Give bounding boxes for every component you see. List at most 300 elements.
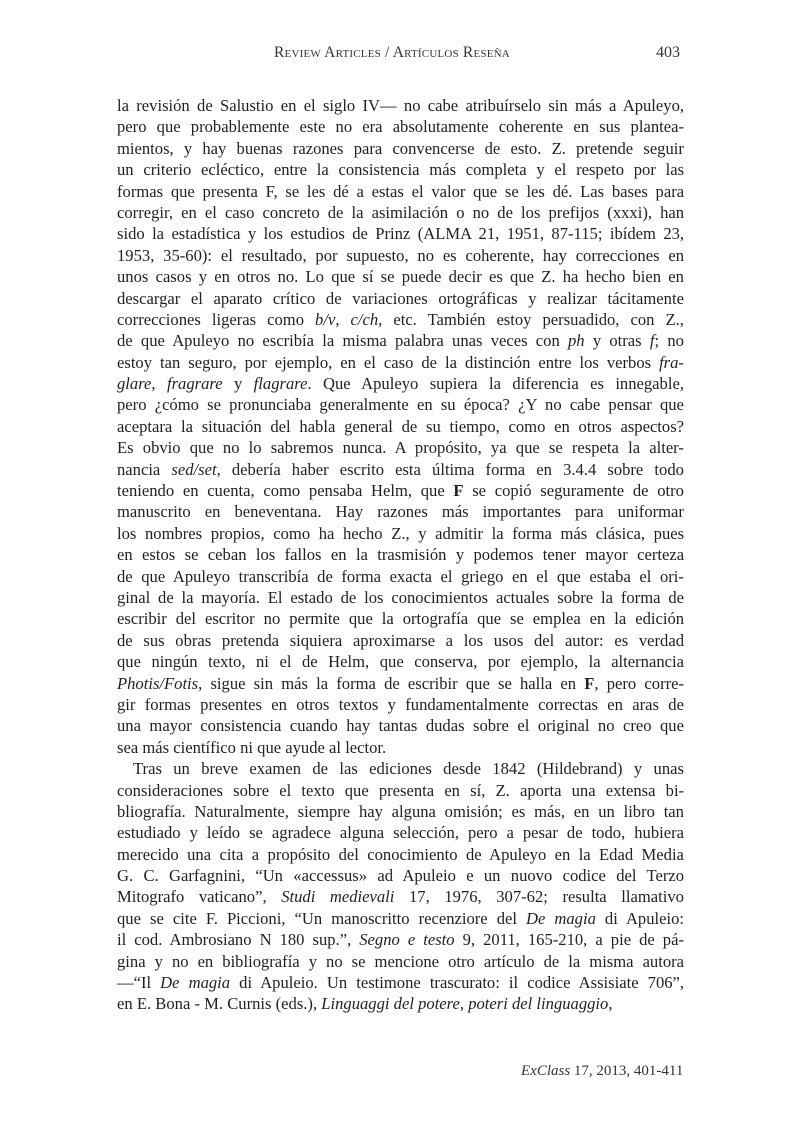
text-run: dé	[333, 181, 349, 201]
text-run: se	[351, 951, 366, 971]
text-run: (eds.),	[275, 994, 318, 1014]
text-run: forma	[620, 587, 661, 607]
text-run: nunca.	[342, 438, 387, 458]
text-run: es	[511, 801, 526, 821]
text-run: F.	[205, 908, 218, 928]
text-run: pá-	[662, 930, 684, 950]
text-run: los	[579, 352, 599, 372]
text-run: ningún	[151, 652, 198, 672]
text-run: siempre	[297, 801, 351, 821]
text-run: (Hildebrand)	[536, 759, 623, 779]
text-run: la	[489, 374, 501, 394]
text-run: un	[483, 866, 501, 886]
text-run: ,	[335, 309, 340, 329]
text-run: pues	[653, 523, 685, 543]
text-line	[117, 523, 684, 544]
text-run: su	[440, 395, 456, 415]
text-run: en	[214, 267, 230, 287]
text-run: a	[506, 823, 514, 843]
text-run: se	[504, 181, 519, 201]
text-run: y	[247, 224, 257, 244]
text-run: razones	[292, 138, 344, 158]
text-run: ortografía	[402, 609, 469, 629]
text-line	[117, 630, 684, 651]
text-run: los	[263, 224, 284, 244]
text-line	[117, 352, 684, 373]
page-number: 403	[656, 44, 680, 61]
text-line	[117, 651, 684, 672]
text-line	[117, 801, 684, 822]
text-run: les	[306, 181, 326, 201]
text-run: en	[197, 951, 214, 971]
text-run: alter-	[649, 438, 684, 458]
text-run: propios,	[210, 523, 265, 543]
italic-text: Studi	[281, 887, 316, 907]
text-run: presentes	[200, 694, 262, 714]
text-run: extensa	[605, 780, 656, 800]
text-run: buenas	[236, 138, 283, 158]
text-run: clásica,	[595, 523, 646, 543]
text-run: IV—	[362, 96, 397, 115]
text-run: agradece	[271, 823, 331, 843]
text-run: persuadido,	[542, 309, 620, 329]
text-run: cita	[219, 844, 244, 864]
text-run: Salustio	[219, 96, 274, 115]
text-run: que	[331, 267, 356, 287]
text-line	[117, 95, 684, 116]
text-run: llamativo	[621, 887, 684, 907]
text-run: y	[183, 138, 193, 158]
text-line	[117, 138, 684, 159]
text-line	[117, 330, 684, 351]
text-line	[117, 223, 684, 244]
text-run: seguir	[643, 138, 684, 158]
text-run: creo	[622, 716, 652, 736]
text-run: veces	[490, 331, 528, 351]
text-line	[117, 715, 684, 736]
text-run: Bona	[155, 994, 191, 1014]
text-run: una	[571, 780, 596, 800]
text-run: la	[444, 352, 457, 372]
text-run: 35-60):	[163, 245, 213, 265]
text-run: otro	[657, 481, 684, 501]
text-line	[117, 737, 684, 758]
text-run: de	[117, 331, 133, 351]
text-run: caso	[224, 202, 255, 222]
text-run: A	[394, 438, 406, 458]
text-run: hecho	[342, 523, 383, 543]
text-run: pie	[610, 930, 632, 950]
text-run: y	[189, 823, 198, 843]
journal-volume-pages: 17, 2013, 401-411	[570, 1063, 684, 1079]
text-run: al	[329, 737, 342, 757]
text-run: corregir,	[117, 202, 173, 222]
text-run: forma	[512, 523, 552, 543]
text-run: de	[639, 930, 655, 950]
text-run: ya	[490, 438, 507, 458]
text-run: no	[597, 716, 615, 736]
text-run: sin	[548, 96, 568, 115]
text-run: todo	[654, 459, 684, 479]
text-run: estudiado	[117, 823, 181, 843]
text-run: que	[344, 780, 369, 800]
text-run: Apuleyo	[172, 331, 230, 351]
text-run: 21,	[478, 224, 500, 244]
text-run: la	[588, 652, 601, 672]
text-run: que	[379, 652, 404, 672]
text-run: omisión;	[444, 801, 503, 821]
text-run: una	[117, 716, 141, 736]
text-run: el	[279, 780, 292, 800]
text-run: Apuleyo	[172, 566, 231, 586]
text-run: más	[142, 737, 170, 757]
text-run: 23,	[663, 224, 685, 244]
text-run: por	[487, 652, 510, 672]
text-run: esto.	[510, 138, 542, 158]
text-run: codice	[527, 973, 571, 993]
text-run: uniformar	[617, 502, 684, 522]
text-run: han	[660, 202, 685, 222]
text-run: cuando	[289, 716, 338, 736]
text-run: los	[521, 202, 541, 222]
text-run: C.	[143, 866, 159, 886]
text-run: estado	[290, 587, 333, 607]
text-run: autora	[642, 951, 685, 971]
text-run: aspectos?	[620, 416, 685, 436]
text-run: mencione	[374, 951, 440, 971]
text-run: más	[441, 502, 469, 522]
text-run: la	[628, 438, 641, 458]
text-run: usos	[493, 630, 524, 650]
text-run: F,	[265, 181, 278, 201]
text-run: ,	[198, 673, 203, 693]
italic-text: magia	[554, 908, 596, 928]
text-line	[117, 929, 684, 950]
text-run: se	[498, 673, 512, 693]
text-run: aporta	[519, 780, 562, 800]
text-run: en	[271, 694, 287, 714]
text-run: -	[194, 994, 200, 1014]
text-run: N	[259, 930, 272, 950]
text-run: il	[508, 973, 519, 993]
text-run: (ALMA	[417, 224, 472, 244]
italic-text: ph	[567, 331, 585, 351]
text-run: se	[207, 395, 221, 415]
text-run: dé.	[552, 181, 573, 201]
text-run: que	[156, 117, 181, 137]
text-run: por	[244, 352, 267, 372]
text-run: Piccioni,	[226, 908, 286, 928]
text-run: manuscrito	[117, 502, 191, 522]
italic-text: sed/set	[171, 459, 217, 479]
text-line	[117, 394, 684, 415]
text-run: la	[491, 523, 504, 543]
text-run: mayor	[149, 716, 192, 736]
text-run: beneventana.	[234, 502, 322, 522]
text-run: ,	[216, 459, 221, 479]
text-run: para	[575, 502, 604, 522]
text-run: certeza	[637, 545, 685, 565]
text-run: y	[233, 374, 243, 394]
text-run: su	[426, 416, 441, 436]
text-run: lo	[248, 438, 262, 458]
text-run: halla	[520, 673, 553, 693]
text-run: trasmisión	[377, 545, 447, 565]
text-run: generalmente	[319, 395, 409, 415]
text-run: y	[455, 545, 465, 565]
text-run: hay	[202, 138, 227, 158]
text-run: en	[554, 416, 570, 436]
text-run: hecho	[585, 267, 626, 287]
text-run: transcribía	[238, 566, 309, 586]
text-run: 1976,	[444, 887, 482, 907]
text-run: propósito	[267, 844, 331, 864]
text-run: el	[411, 181, 424, 201]
text-run: otros	[578, 416, 612, 436]
text-run: y	[387, 694, 396, 714]
text-run: pero	[606, 673, 637, 693]
text-run: del	[533, 630, 555, 650]
text-run: forma	[485, 459, 526, 479]
text-run: sobre	[233, 780, 270, 800]
text-line	[117, 951, 684, 972]
text-run: época?	[463, 395, 510, 415]
text-run: admitir	[435, 523, 484, 543]
text-run: supuesto,	[346, 245, 409, 265]
text-run: como	[273, 523, 311, 543]
text-run: la	[614, 609, 627, 629]
text-run: innegable,	[615, 374, 684, 394]
text-run: se	[472, 481, 487, 501]
text-line	[117, 780, 684, 801]
text-run: en	[668, 245, 685, 265]
text-run: en	[416, 395, 433, 415]
text-run: sea	[117, 737, 139, 757]
text-run: que	[189, 438, 214, 458]
text-run: de	[325, 288, 342, 308]
text-run: ejemplo,	[274, 352, 333, 372]
text-line	[117, 844, 684, 865]
text-run: el	[639, 566, 652, 586]
text-run: breve	[201, 759, 239, 779]
text-run: tantas	[378, 716, 418, 736]
text-run: el	[303, 96, 316, 115]
text-line	[117, 416, 684, 437]
text-run: de	[421, 352, 438, 372]
text-run: la	[355, 545, 368, 565]
text-run: en	[340, 352, 356, 372]
text-run: no	[472, 202, 490, 222]
text-run: de	[668, 694, 684, 714]
text-run: el	[190, 288, 203, 308]
text-run: y	[154, 951, 163, 971]
text-run: del	[338, 844, 359, 864]
text-run: ,	[378, 309, 383, 329]
text-run: alguna	[339, 823, 385, 843]
running-head	[0, 44, 800, 68]
text-run: textos	[338, 694, 379, 714]
text-run: y	[592, 331, 602, 351]
text-run: pesar	[522, 823, 558, 843]
text-run: selección,	[393, 823, 459, 843]
text-run: no	[222, 438, 240, 458]
italic-text: Photis/Fotis	[117, 673, 199, 693]
text-run: cod.	[134, 930, 163, 950]
text-run: de	[497, 202, 513, 222]
text-run: no	[667, 331, 684, 351]
text-run: hay	[542, 245, 567, 265]
text-run: con	[535, 331, 560, 351]
text-run: estos	[142, 545, 176, 565]
text-run: Tras	[133, 759, 162, 779]
text-run: sabremos	[270, 438, 334, 458]
text-run: era	[362, 117, 383, 137]
text-run: pensar	[608, 395, 652, 415]
text-run: haber	[291, 459, 329, 479]
text-run: los	[463, 630, 484, 650]
text-run: todo,	[591, 823, 626, 843]
text-run: escritor	[204, 609, 255, 629]
text-run: seguramente	[540, 481, 625, 501]
text-run: bliografía.	[117, 801, 186, 821]
text-run: se	[548, 438, 563, 458]
text-run: ejemplo,	[520, 652, 579, 672]
text-line	[117, 673, 684, 694]
text-run: de	[566, 823, 583, 843]
text-run: Garfagnini,	[168, 866, 246, 886]
text-run: en	[560, 673, 577, 693]
text-run: la	[181, 587, 194, 607]
text-run: aras	[632, 694, 659, 714]
text-run: que	[140, 331, 165, 351]
text-run: se	[249, 823, 263, 843]
text-run: presenta	[202, 181, 258, 201]
text-run: otros	[296, 694, 330, 714]
text-line	[117, 908, 684, 929]
text-run: obras	[175, 630, 212, 650]
italic-text: f	[649, 331, 655, 351]
text-run: sobre	[607, 459, 644, 479]
text-run: no	[417, 245, 434, 265]
text-run: conocimientos	[391, 587, 489, 607]
text-run: cuenta,	[207, 481, 255, 501]
text-run: respeto	[576, 160, 624, 180]
text-run: merecido	[117, 844, 179, 864]
text-run: para	[655, 181, 685, 201]
text-run: el	[440, 566, 453, 586]
text-run: sus	[599, 117, 621, 137]
text-run: diferencia	[512, 374, 579, 394]
text-run: situación	[201, 416, 262, 436]
text-run: es	[614, 630, 629, 650]
text-run: otros	[237, 267, 271, 287]
text-run: desde	[443, 759, 481, 779]
text-run: 180	[279, 930, 305, 950]
text-run: una	[187, 844, 212, 864]
text-run: la	[351, 202, 364, 222]
text-run: testimone	[356, 973, 421, 993]
text-run: los	[117, 523, 137, 543]
italic-text: b/v	[315, 309, 336, 329]
text-run: que	[257, 737, 282, 757]
text-line	[117, 886, 684, 907]
italic-text: del	[511, 994, 533, 1014]
text-run: leído	[206, 823, 241, 843]
journal-name: ExClass	[521, 1063, 571, 1079]
text-run: es	[590, 374, 604, 394]
text-run: como	[267, 309, 305, 329]
text-run: valor	[431, 181, 466, 201]
text-run: vaticano”,	[198, 887, 267, 907]
text-run: ad	[377, 866, 394, 886]
text-run: más,	[534, 801, 566, 821]
text-run: otras	[609, 331, 642, 351]
text-run: que	[465, 673, 490, 693]
text-line	[117, 544, 684, 565]
text-run: sobre	[557, 587, 594, 607]
text-run: más	[281, 673, 308, 693]
text-run: casos	[155, 267, 192, 287]
text-run: estoy	[117, 352, 153, 372]
text-run: se	[150, 908, 164, 928]
text-line	[117, 972, 684, 993]
text-run: El	[267, 587, 283, 607]
text-run: pretenda	[221, 630, 280, 650]
text-run: escribir	[117, 609, 167, 629]
text-run: formas	[144, 694, 191, 714]
text-run: este	[299, 117, 326, 137]
text-run: aproximarse	[352, 630, 435, 650]
text-run: emplea	[532, 609, 581, 629]
text-run: tácitamente	[607, 288, 684, 308]
text-run: codice	[562, 866, 606, 886]
text-line	[117, 159, 684, 180]
text-run: Apuleio	[402, 866, 456, 886]
text-run: que	[556, 566, 581, 586]
text-run: la	[601, 587, 614, 607]
text-run: tiempo,	[449, 416, 500, 436]
body-text	[117, 95, 684, 1015]
text-run: misma	[342, 331, 387, 351]
text-run: se	[285, 181, 300, 201]
text-run: di	[604, 908, 618, 928]
text-run: que	[473, 181, 498, 201]
text-run: teniendo	[117, 481, 175, 501]
text-run: plantea-	[630, 117, 684, 137]
bold-text: F	[453, 481, 464, 501]
text-run: supiera	[429, 374, 478, 394]
text-run: correcciones	[117, 309, 201, 329]
text-run: en	[204, 502, 221, 522]
text-run: Z.	[541, 267, 556, 287]
text-run: el	[220, 245, 233, 265]
text-run: siglo	[322, 96, 356, 115]
text-run: realizar	[547, 288, 597, 308]
text-run: hubiera	[634, 823, 684, 843]
text-run: a	[595, 930, 603, 950]
text-run: ediciones	[369, 759, 432, 779]
text-run: mientos,	[117, 138, 174, 158]
text-run: sí,	[470, 780, 486, 800]
text-run: edición	[635, 609, 685, 629]
text-run: consideraciones	[117, 780, 223, 800]
text-run: entre	[273, 160, 307, 180]
italic-text: magia	[188, 973, 231, 993]
text-run: más	[560, 523, 588, 543]
text-line	[117, 288, 684, 309]
text-run: puede	[401, 267, 442, 287]
text-run: Assisiate	[578, 973, 639, 993]
